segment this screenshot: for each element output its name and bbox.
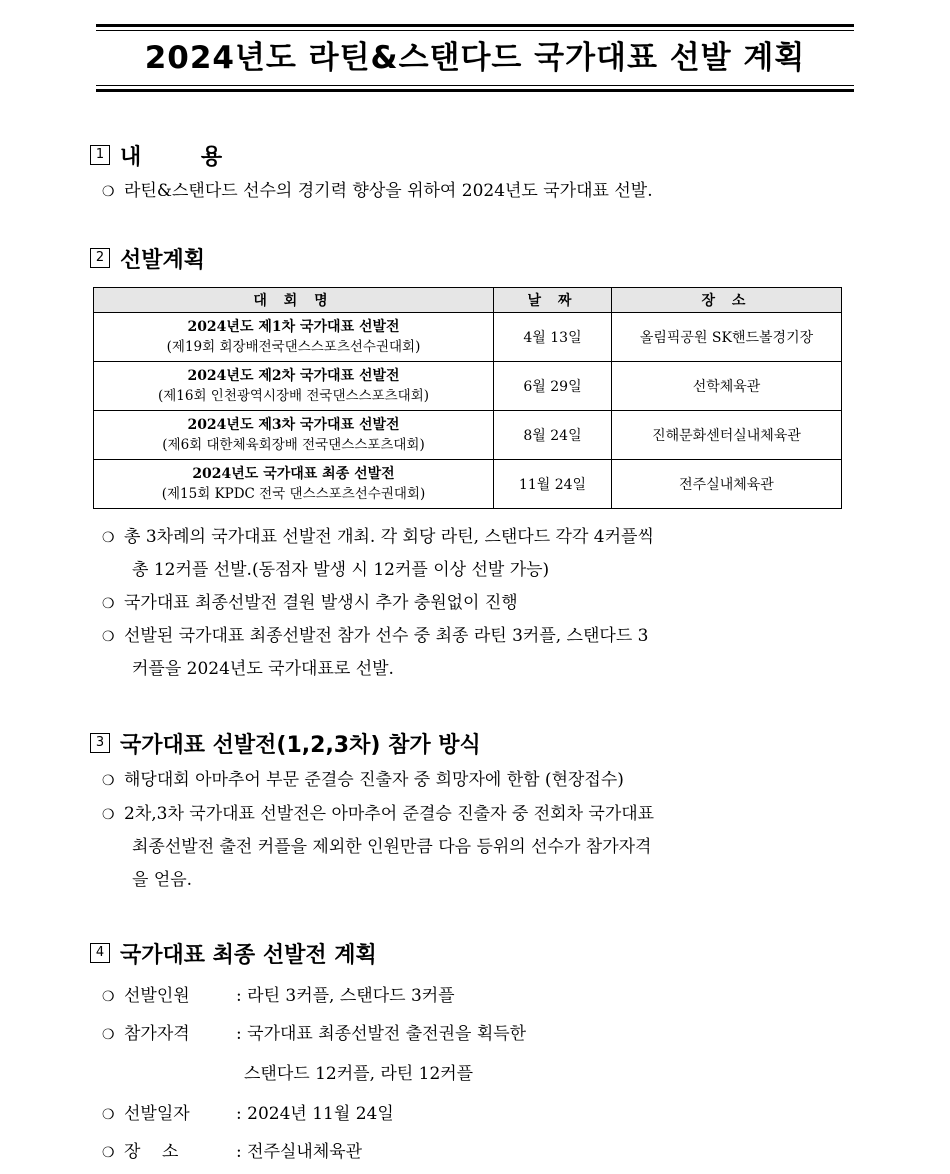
section-1-heading — [90, 140, 248, 170]
item-value: 라틴 3커플, 스탠다드 3커플 — [247, 986, 455, 1006]
place-cell: 진해문화센터실내체육관 — [612, 411, 842, 460]
table-row — [94, 411, 842, 460]
item-label: 참가자격 — [124, 1024, 190, 1044]
list-item: ❍ 해당대회 아마추어 부문 준결승 진출자 중 희망자에 한함 (현장접수) — [102, 762, 624, 799]
section-2-heading — [90, 243, 205, 273]
bullet-circle-icon: ❍ — [102, 629, 115, 645]
list-item-continuation: 최종선발전 출전 커플을 제외한 인원만큼 다음 등위의 선수가 참가자격 — [132, 837, 652, 857]
section-number-box: 4 — [90, 943, 110, 963]
item-label: 선발인원 — [124, 986, 190, 1006]
event-subtitle: (제6회 대한체육회장배 전국댄스스포츠대회) — [162, 437, 425, 453]
page-title: 2024년도 라틴&스탠다드 국가대표 선발 계획 — [144, 40, 806, 76]
section-title: 내 용 — [120, 144, 249, 170]
item-label: 장 소 — [124, 1142, 179, 1162]
title-block — [96, 24, 854, 92]
date-cell: 4월 13일 — [494, 313, 612, 362]
title-rule-bottom-thin — [96, 85, 854, 86]
event-subtitle: (제15회 KPDC 전국 댄스스포츠선수권대회) — [161, 486, 426, 502]
event-name: 2024년도 제1차 국가대표 선발전 — [187, 319, 400, 335]
list-item: ❍ 총 3차례의 국가대표 선발전 개최. 각 회당 라틴, 스탠다드 각각 4커플씩 — [102, 519, 654, 556]
event-name: 2024년도 국가대표 최종 선발전 — [192, 466, 395, 482]
list-item: ❍ 선발일자 : 2024년 11월 24일 — [102, 1096, 394, 1133]
date-cell: 8월 24일 — [494, 411, 612, 460]
bullet-circle-icon: ❍ — [102, 989, 115, 1005]
list-item-continuation: 총 12커플 선발.(동점자 발생 시 12커플 이상 선발 가능) — [132, 560, 550, 580]
item-label: 선발일자 — [124, 1104, 190, 1124]
event-subtitle: (제19회 회장배전국댄스스포츠선수권대회) — [166, 339, 421, 355]
table-row — [94, 460, 842, 509]
list-item: ❍ 라틴&스탠다드 선수의 경기력 향상을 위하여 2024년도 국가대표 선발. — [102, 173, 653, 210]
section-title: 국가대표 최종 선발전 계획 — [120, 942, 377, 968]
place-cell: 올림픽공원 SK핸드볼경기장 — [612, 313, 842, 362]
section-4-heading — [90, 938, 377, 968]
list-item: ❍ 선발인원 : 라틴 3커플, 스탠다드 3커플 — [102, 978, 455, 1015]
header-place: 장 소 — [612, 288, 842, 313]
bullet-circle-icon: ❍ — [102, 530, 115, 546]
date-cell: 11월 24일 — [494, 460, 612, 509]
event-cell — [94, 362, 494, 411]
place-cell: 전주실내체육관 — [612, 460, 842, 509]
header-event-name: 대 회 명 — [94, 288, 494, 313]
bullet-circle-icon: ❍ — [102, 807, 115, 823]
date-cell: 6월 29일 — [494, 362, 612, 411]
item-value: 전주실내체육관 — [247, 1142, 363, 1162]
item-value: 국가대표 최종선발전 출전권을 획득한 — [247, 1024, 527, 1044]
title-rule-top-thin — [96, 30, 854, 31]
event-cell — [94, 411, 494, 460]
item-value-continuation: 스탠다드 12커플, 라틴 12커플 — [244, 1064, 474, 1084]
section-3-heading — [90, 728, 481, 758]
section-number-box: 3 — [90, 733, 110, 753]
table-header-row — [94, 288, 842, 313]
bullet-circle-icon: ❍ — [102, 1145, 115, 1161]
list-item: ❍ 2차,3차 국가대표 선발전은 아마추어 준결승 진출자 중 전회차 국가대표 — [102, 796, 654, 833]
section-number-box: 2 — [90, 248, 110, 268]
table-row — [94, 313, 842, 362]
selection-schedule-table — [93, 287, 842, 509]
section-number-box: 1 — [90, 145, 110, 165]
event-name: 2024년도 제3차 국가대표 선발전 — [187, 417, 400, 433]
event-cell — [94, 460, 494, 509]
header-date: 날 짜 — [494, 288, 612, 313]
bullet-circle-icon: ❍ — [102, 184, 115, 200]
list-item: ❍ 장 소 : 전주실내체육관 — [102, 1134, 362, 1171]
title-rule-top — [96, 24, 854, 27]
place-cell: 선학체육관 — [612, 362, 842, 411]
title-rule-bottom — [96, 89, 854, 92]
section-title: 국가대표 선발전(1,2,3차) 참가 방식 — [120, 732, 481, 758]
section-title: 선발계획 — [120, 247, 206, 273]
list-item-continuation: 을 얻음. — [132, 870, 193, 890]
event-cell — [94, 313, 494, 362]
bullet-circle-icon: ❍ — [102, 596, 115, 612]
list-item-continuation: 커플을 2024년도 국가대표로 선발. — [132, 659, 394, 679]
list-item: ❍ 국가대표 최종선발전 결원 발생시 추가 충원없이 진행 — [102, 585, 518, 622]
bullet-circle-icon: ❍ — [102, 1107, 115, 1123]
list-item: ❍ 참가자격 : 국가대표 최종선발전 출전권을 획득한 — [102, 1016, 526, 1053]
item-value: 2024년 11월 24일 — [247, 1104, 394, 1124]
bullet-circle-icon: ❍ — [102, 1027, 115, 1043]
event-subtitle: (제16회 인천광역시장배 전국댄스스포츠대회) — [157, 388, 430, 404]
event-name: 2024년도 제2차 국가대표 선발전 — [187, 368, 400, 384]
bullet-circle-icon: ❍ — [102, 773, 115, 789]
table-row — [94, 362, 842, 411]
list-item: ❍ 선발된 국가대표 최종선발전 참가 선수 중 최종 라틴 3커플, 스탠다드 3 — [102, 618, 648, 655]
